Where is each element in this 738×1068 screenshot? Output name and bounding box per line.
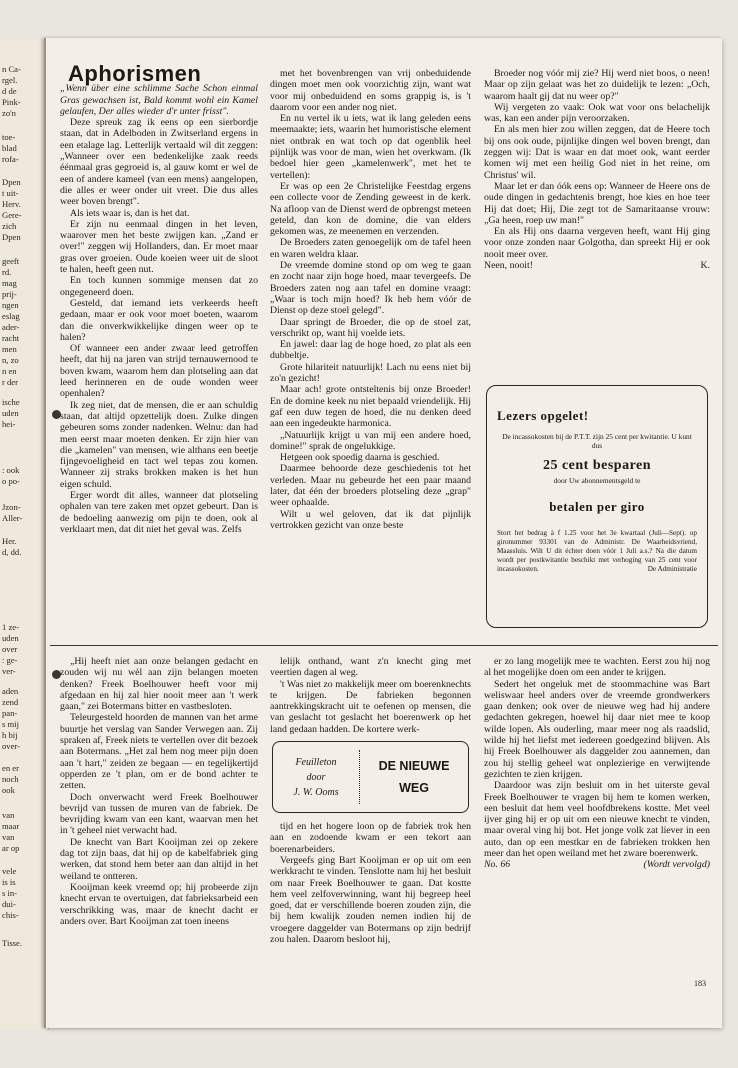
title-line-1: DE NIEUWE xyxy=(378,759,450,774)
feuilleton-column-1 xyxy=(60,656,258,988)
byline-label: Feuilleton xyxy=(295,756,337,768)
adjacent-page-fragment: Dpen t uit- Herv. Gere- zich Dpen xyxy=(2,177,22,242)
adjacent-page-fragment: n Ca- rgel. d de Pink- zo'n xyxy=(2,64,21,118)
paragraph: Teleurgesteld hoorden de mannen van het arme buurtje het verslag van Sander Verwegen aan. Zij spraken af, Freek niets te vertellen over dit bezoek aan Botermans. „Het zal hem nog meer pijn doen aan 't hart," zeiden ze begaan — en tegelijkertijd opperden ze 't plan, om er de bond achter te zetten. xyxy=(60,712,258,792)
article-signature xyxy=(484,260,710,271)
paragraph: Maar let er dan óók eens op: Wanneer de Heere ons de oude dingen in gedachtenis brengt, hoe kies en hoe teer Hij dat doet; Hij, Die zegt tot de Samaritaanse vrouw: „Ga heen, roep uw man!" xyxy=(484,180,710,226)
adjacent-page-fragment: : ook o po- xyxy=(2,465,20,486)
aphorismen-column-1 xyxy=(60,60,258,635)
aphorismen-column-2 xyxy=(270,68,471,638)
paragraph: De Broeders zaten genoegelijk om de tafel heen en waren weldra klaar. xyxy=(270,237,471,260)
adjacent-page-edge xyxy=(0,40,49,1030)
adjacent-page-fragment: 1 ze- uden over : ge- ver- xyxy=(2,622,19,676)
ad-heading: Lezers opgelet! xyxy=(497,408,589,423)
feuilleton-column-3 xyxy=(484,656,710,988)
column-text xyxy=(270,656,471,735)
title-line-2: WEG xyxy=(399,781,429,796)
paragraph: En toch kunnen sommige mensen dat zo ongegeneerd doen. xyxy=(60,275,258,298)
adjacent-page-fragment: geeft rd. mag prij- ngen eslag ader- racht men n, zo n en r der xyxy=(2,256,20,387)
column-text xyxy=(60,117,258,535)
adjacent-page-fragment: Her. d, dd. xyxy=(2,536,22,557)
page-number: 183 xyxy=(694,979,706,988)
paragraph: Grote hilariteit natuurlijk! Lach nu eens niet bij zo'n gezicht! xyxy=(270,361,471,385)
paragraph: Kooijman keek vreemd op; hij probeerde zijn knecht ervan te overtuigen, dat fabrieksarbeid een verschrikking was, maar de knecht dacht er anders over. Bart Kooijman zat toen ineens xyxy=(60,881,258,927)
paragraph: Erger wordt dit alles, wanneer dat plotseling ophalen van tere zaken met opzet gebeurt. Dan is de bedoeling aanwezig om pijn te doen, ook al verklaart men, dat dit niet het geval was. Zelfs xyxy=(60,489,258,535)
paragraph: Doch onverwacht werd Freek Boelhouwer bevrijd van tussen de muren van de fabriek. De bevrijding kwam van een kant, waarvan men het in 't geheel niet verwacht had. xyxy=(60,791,258,837)
adjacent-page-fragment: Jzon- Aller- xyxy=(2,502,23,523)
paragraph: Broeder nog vóór mij zie? Hij werd niet boos, o neen! Maar op zijn gelaat was het zo duidelijk te lezen: „Och, waarom haalt gij dat nu weer op?" xyxy=(484,68,710,102)
adjacent-page-fragment: van maar van ar op xyxy=(2,810,20,853)
paragraph: met het bovenbrengen van vrij onbeduidende dingen moet men ook voorzichtig zijn, want wat voor mij onbeduidend en soms grappig is, is 't daarom voor een ander nog niet. xyxy=(270,68,471,113)
closing-line: Neen, nooit! xyxy=(484,260,533,272)
paragraph: De vreemde domine stond op om weg te gaan en zocht naar zijn hoge hoed, maar tevergeefs. De Broeders zaten nog aan tafel en domine vraagt: „Waar is toch mijn hoed? Ik heb hem vóór de Dienst op deze stoel gelegd". xyxy=(270,260,471,317)
paragraph: Sedert het ongeluk met de stoommachine was Bart weliswaar heel anders over de vreemde grondwerkers gaan denken; ook over de nieuwe weg had hij andere gedachten gekregen, hoewel hij daar niet mee te koop wilde lopen. Als ouderling, maar meer nog als raadslid, wilde hij het liefst met iedereen goedgezind blijven. Als hij Freek Boelhouwer als daggelder zou aannemen, dan zou hij stellig geheel wat onplezierige en verwijtende gezichten te zien krijgen. xyxy=(484,678,710,780)
feuilleton-byline xyxy=(273,755,359,800)
column-text xyxy=(270,821,471,945)
giro-advertisement xyxy=(486,385,708,628)
paragraph: De knecht van Bart Kooijman zei op zekere dag tot zijn baas, dat hij op de kabelfabriek ging werken, dat stond hem beter aan dan altijd in het weiland te ontteren. xyxy=(60,836,258,882)
paragraph: Wilt u wel geloven, dat ik dat pijnlijk vertrokken gezicht van onze beste xyxy=(270,508,471,531)
paragraph: Er was op een 2e Christelijke Feestdag ergens een collecte voor de Zending geweest in de kerk. Na afloop van de Dienst werd de opbrengst meteen geteld, dan kon de domine, die van elders gekomen was, ze meenemen en verzenden. xyxy=(270,180,471,238)
ad-signature: De Administratie xyxy=(647,565,697,573)
paragraph: En jawel: daar lag de hoge hoed, zo plat als een dubbeltje. xyxy=(270,339,471,362)
paragraph: Ik zeg niet, dat de mensen, die er aan schuldig staan, dat altijd opzettelijk doen. Zulke dingen gebeuren soms zonder nadenken. Welnu: dan had men eerst maar moeten denken. Er zijn hier van die „kamelen" van mensen, wie althans een beetje fijngevoeligheid en tact wel tepas zou komen. Wanneer zij straks brokken maken is het hun eigen schuld. xyxy=(60,399,258,490)
feuilleton-footer xyxy=(484,859,710,870)
ad-headline-2: betalen per giro xyxy=(549,499,645,514)
adjacent-page-fragment: toe- blad rofa- xyxy=(2,132,19,164)
paragraph: Als iets waar is, dan is het dat. xyxy=(70,207,190,219)
paragraph: 't Was niet zo makkelijk meer om boerenknechts te krijgen. De fabrieken begonnen aantrekkingskracht uit te oefenen op mensen, die van geslacht tot geslacht het boerenwerk op het land gedaan hadden. De kortere werk- xyxy=(270,678,471,735)
column-text xyxy=(484,656,710,859)
feuilleton-title-box xyxy=(272,741,469,813)
byline-by: door xyxy=(306,771,326,783)
adjacent-page-fragment: vele is is s in- dui- chis- xyxy=(2,866,19,920)
paragraph: Daar springt de Broeder, die op de stoel zat, verschrikt op, want hij voelde iets. xyxy=(270,316,471,339)
paragraph: Deze spreuk zag ik eens op een sierbordje staan, dat in Adelboden in Zwitserland ergens in een etalage lag. Letterlijk vertaald wil dit zeggen: „Wanneer over een bedenkelijke zaak reeds éénmaal gras gegroeid is, al gauw komt er wel de een of andere kameel (van een mens) aangelopen, die alles er weer onder uit vreet. Die dus alles weer boven brengt". xyxy=(60,117,258,208)
paragraph: En nu vertel ik u iets, wat ik lang geleden eens meemaakte; iets, waarin het humoristische element niet ontbrak en wat toch op dat ogenblik heel pijnlijk was voor de man, wien het overkwam. (Ik bedoel hier geen „kamelenwerk", met het te vertellen): xyxy=(270,113,471,181)
ad-fine-print xyxy=(497,529,697,574)
paragraph: tijd en het hogere loon op de fabriek trok hen aan en zodoende kwam er een tekort aan boerenarbeiders. xyxy=(270,821,471,855)
section-divider xyxy=(50,645,718,646)
ad-headline-1: 25 cent besparen xyxy=(542,458,652,473)
article-title: Aphorismen xyxy=(68,61,202,86)
column-text xyxy=(60,656,258,927)
paragraph: Er zijn nu eenmaal dingen in het leven, waarover men het beste zwijgen kan. „Zand er over!" zeggen wij Hollanders, dan. Er moet maar gras over groeien. Oude koeien weer uit de sloot te halen, heeft geen nut. xyxy=(60,218,258,276)
paragraph: Maar ach! grote ontsteltenis bij onze Broeder! En de domine keek nu niet bepaald vriendelijk. Hij gaf een duw tegen de hoed, die nu denken deed aan een ingedeukte harmonica. xyxy=(270,384,471,430)
adjacent-page-fragment: ische uden hei- xyxy=(2,397,20,429)
column-text xyxy=(484,68,710,260)
paragraph: En als men hier zou willen zeggen, dat de Heere toch bij ons ook oude, pijnlijke dingen wel boven brengt, dan zeggen wij: Dat is waar en dat moet ook, want eerder komen wij met een heilig God niet in het reine, om Christus' wil. xyxy=(484,124,710,181)
ad-text-2: door Uw abonnementsgeld te xyxy=(553,476,641,485)
paragraph: Of wanneer een ander zwaar leed getroffen heeft, dat hij na jaren van strijd ternauwernood te boven kwam, waarom hem dan plotseling aan dat leed herinneren en de oude wonden weer openhalen? xyxy=(60,343,258,400)
episode-number: No. 66 xyxy=(484,859,511,871)
aphorismen-column-3 xyxy=(484,68,710,378)
paragraph: En als Hij ons daarna vergeven heeft, want Hij ging voor onze zonden naar Golgotha, dan spreekt Hij er ook nooit meer over. xyxy=(484,226,710,260)
adjacent-page-fragment: en er noch ook xyxy=(2,763,19,795)
adjacent-page-fragment: Tisse. xyxy=(2,938,22,948)
paragraph: lelijk onthand, want z'n knecht ging met veertien dagen al weg. xyxy=(270,656,471,679)
feuilleton-title xyxy=(360,755,468,799)
column-text xyxy=(270,68,471,531)
paragraph: Daarmee behoorde deze geschiedenis tot het verleden. Maar nu gebeurde het een paar maand later, dat één der broeders plotseling deze „grap" weer ophaalde. xyxy=(270,463,471,509)
magazine-page xyxy=(44,38,722,1028)
byline-author: J. W. Ooms xyxy=(293,786,339,798)
author-initial: K. xyxy=(700,260,710,272)
paragraph: Daardoor was zijn besluit om in het uiterste geval Freek Boelhouwer te vragen bij hem te komen werken, een besluit dat hem veel hoofdbrekens kostte. Met veel ijver ging hij er op uit om een nieuwe knecht te vinden, maar overal ving hij bot. Het jonge volk zat liever in een auto, dan op een mestkar en de fabrieken trokken hen meer dan het open weiland met het zware boerenwerk. xyxy=(484,780,710,860)
ad-fine-text: Stort het bedrag à f 1.25 voor het 3e kwartaal (Juli—Sept). op gironummer 93301 van de Administr. De Waarheidsvriend, Maassluis. Wilt U dit échter doen vóór 1 Juli a.s.? Na die datum wordt per postkwitantie beschikt met verhoging van 25 cent voor incassokosten. xyxy=(497,529,697,573)
paragraph: Gesteld, dat iemand iets verkeerds heeft gedaan, maar er ook voor moet boeten, waarom dan die onverkwikkelijke dingen weer op te halen? xyxy=(60,297,258,343)
paragraph: Wij vergeten zo vaak: Ook wat voor ons belachelijk was, kan een ander pijn veroorzaken. xyxy=(484,101,710,125)
to-be-continued: (Wordt vervolgd) xyxy=(643,859,710,871)
paragraph: er zo lang mogelijk mee te wachten. Eerst zou hij nog al het mogelijke doen om een ander te krijgen. xyxy=(484,656,710,679)
ad-text-1: De incassokosten bij de P.T.T. zijn 25 cent per kwitantie. U kunt dus xyxy=(502,432,692,450)
article-epigraph: „Wenn über eine schlimme Sache Schon einmal Gras gewachsen ist, Bald kommt wohl ein Kamel gelaufen, Der alles wieder d'r unter frisst". xyxy=(60,83,258,117)
adjacent-page-fragment: aden zend pan- s mij h bij over- xyxy=(2,686,20,751)
feuilleton-column-2 xyxy=(270,656,471,988)
paragraph: „Hij heeft niet aan onze belangen gedacht en zouden wij nu wèl aan zijn belangen moeten denken? Freek Boelhouwer heeft voor mij afgedaan en hij zal hier nooit meer aan 't werk gaan," zei Botermans bitter en vastbesloten. xyxy=(60,656,258,713)
paragraph: Vergeefs ging Bart Kooijman er op uit om een werkkracht te vinden. Tenslotte nam hij het besluit om naar Freek Boelhouwer te gaan. Dat kostte hem veel zelfoverwinning, want hij begreep heel goed, dat er verschillende boeren zouden zijn, die bij hem kwalijk zouden nemen indien hij de vroegere daggelder van Botermans op zijn bedrijf zou halen. Daarom besloot hij, xyxy=(270,854,471,946)
paragraph: „Natuurlijk krijgt u van mij een andere hoed, domine!" sprak de ongelukkige. xyxy=(270,429,471,452)
paragraph: Hetgeen ook spoedig daarna is geschied. xyxy=(280,452,440,464)
